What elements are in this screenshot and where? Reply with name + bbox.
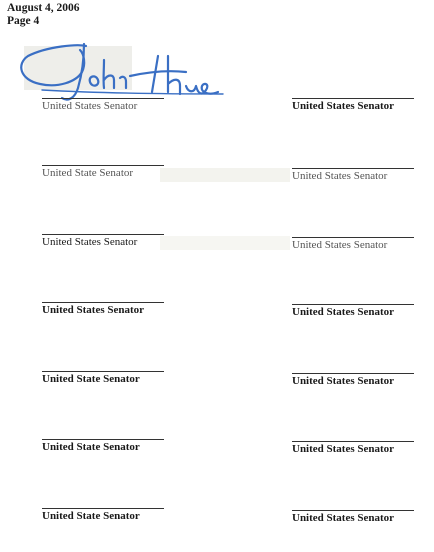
signature-block-right-1 [292,98,414,112]
signature-graphic [18,38,228,130]
letter-header [7,2,80,28]
scan-shading [160,168,290,182]
signature-block-left-5 [42,371,164,385]
signature-title: United States Senator [292,512,395,524]
signature-block-right-6 [292,441,414,455]
signature-line [42,371,164,372]
signature-line [292,373,414,374]
signature-title: United States Senator [292,375,395,387]
signature-block-right-2 [292,168,414,182]
signature-title: United States Senator [42,100,138,112]
signature-block-left-3 [42,234,164,248]
signature-title: United States Senator [292,306,395,318]
signature-block-right-5 [292,373,414,387]
signature-title: United States Senator [292,239,388,251]
signature-line [292,441,414,442]
handwritten-signature [18,38,228,130]
signature-block-left-7 [42,508,164,522]
signature-block-left-1 [42,98,164,112]
signature-block-left-2 [42,165,164,179]
header-page-number: Page 4 [7,15,40,27]
signature-title: United State Senator [42,441,140,453]
signature-title: United States Senator [292,100,395,112]
signature-title: United States Senator [292,443,395,455]
signature-block-right-7 [292,510,414,524]
signature-block-right-3 [292,237,414,251]
signature-line [42,439,164,440]
signature-title: United States Senator [42,304,145,316]
signature-line [42,508,164,509]
signature-line [42,234,164,235]
signature-title: United States Senator [292,170,388,182]
signature-block-right-4 [292,304,414,318]
signature-line [292,510,414,511]
signature-line [292,237,414,238]
signature-title: United State Senator [42,167,134,179]
signature-line [42,302,164,303]
signature-title: United States Senator [42,236,138,248]
signature-line [42,98,164,99]
signature-line [292,98,414,99]
signature-block-left-4 [42,302,164,316]
scan-shading [160,236,290,250]
signature-title: United State Senator [42,510,140,522]
signature-block-left-6 [42,439,164,453]
signature-title: United State Senator [42,373,140,385]
signature-line [292,304,414,305]
signature-line [42,165,164,166]
signature-line [292,168,414,169]
header-date: August 4, 2006 [7,2,80,14]
